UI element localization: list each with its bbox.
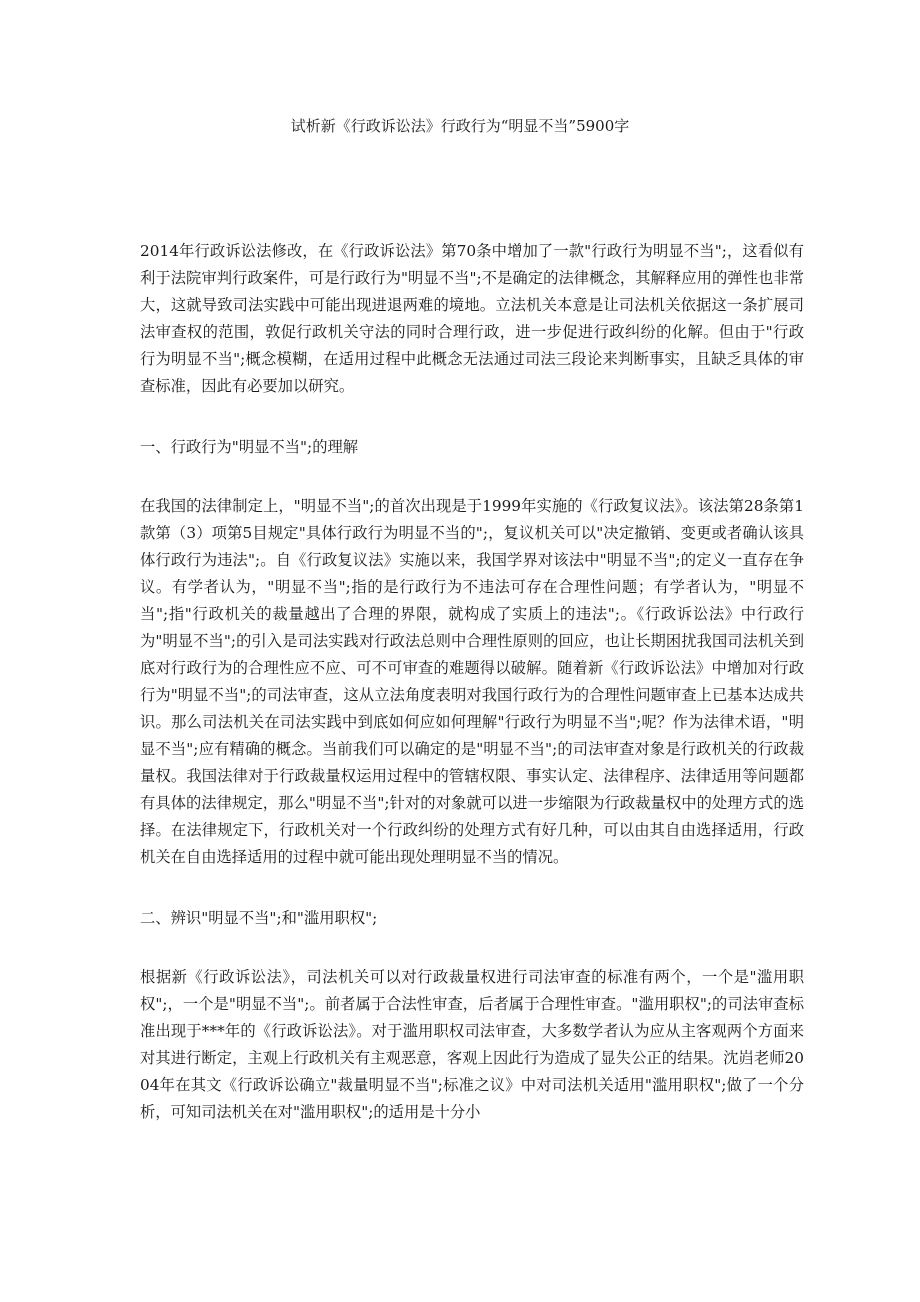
spacer [140, 932, 804, 964]
spacer [140, 400, 804, 434]
section-1-paragraph: 在我国的法律制定上，"明显不当";的首次出现是于1999年实施的《行政复议法》。该法第28条第1款第（3）项第5目规定"具体行政行为明显不当的";，复议机关可以"决定撤销、变更或者确认该具体行政行为违法";。自《行政复议法》实施以来，我国学界对该法中"明显不当";的定义一直存在争议。有学者认为，"明显不当";指的是行政行为不违法可存在合理性问题；有学者认为，"明显不当";指"行政机关的裁量越出了合理的界限，就构成了实质上的违法";。《行政诉讼法》中行政行为"明显不当";的引入是司法实践对行政法总则中合理性原则的回应，也让长期困扰我国司法机关到底对行政行为的合理性应不应、可不可审查的难题得以破解。随着新《行政诉讼法》中增加对行政行为"明显不当";的司法审查，这从立法角度表明对我国行政行为的合理性问题审查上已基本达成共识。那么司法机关在司法实践中到底如何应如何理解"行政行为明显不当";呢？作为法律术语，"明显不当";应有精确的概念。当前我们可以确定的是"明显不当";的司法审查对象是行政机关的行政裁量权。我国法律对于行政裁量权运用过程中的管辖权限、事实认定、法律程序、法律适用等问题都有具体的法律规定，那么"明显不当";针对的对象就可以进一步缩限为行政裁量权中的处理方式的选择。在法律规定下，行政机关对一个行政纠纷的处理方式有好几种，可以由其自由选择适用，行政机关在自由选择适用的过程中就可能出现处理明显不当的情况。 [140, 497, 804, 866]
spacer [140, 461, 804, 493]
section-2-paragraph: 根据新《行政诉讼法》，司法机关可以对行政裁量权进行司法审查的标准有两个，一个是"滥用职权";，一个是"明显不当";。前者属于合法性审查，后者属于合理性审查。"滥用职权";的司法审查标准出现于***年的《行政诉讼法》。对于滥用职权司法审查，大多数学者认为应从主客观两个方面来对其进行断定，主观上行政机关有主观恶意，客观上因此行为造成了显失公正的结果。沈岿老师2004年在其文《行政诉讼确立"裁量明显不当";标准之议》中对司法机关适用"滥用职权";做了一个分析，可知司法机关在对"滥用职权";的适用是十分小 [140, 968, 804, 1121]
section-1-heading: 一、行政行为"明显不当";的理解 [140, 438, 359, 456]
spacer [140, 871, 804, 905]
document-body [140, 238, 804, 1126]
section-2-heading: 二、辨识"明显不当";和"滥用职权"; [140, 909, 378, 927]
document-title: 试析新《行政诉讼法》行政行为“明显不当”5900字 [290, 117, 630, 135]
intro-paragraph: 2014年行政诉讼法修改，在《行政诉讼法》第70条中增加了一款"行政行为明显不当";，这看似有利于法院审判行政案件，可是行政行为"明显不当";不是确定的法律概念，其解释应用的弹性也非常大，这就导致司法实践中可能出现进退两难的境地。立法机关本意是让司法机关依据这一条扩展司法审查权的范围，敦促行政机关守法的同时合理行政，进一步促进行政纠纷的化解。但由于"行政行为明显不当";概念模糊，在适用过程中此概念无法通过司法三段论来判断事实，且缺乏具体的审查标准，因此有必要加以研究。 [140, 242, 804, 395]
